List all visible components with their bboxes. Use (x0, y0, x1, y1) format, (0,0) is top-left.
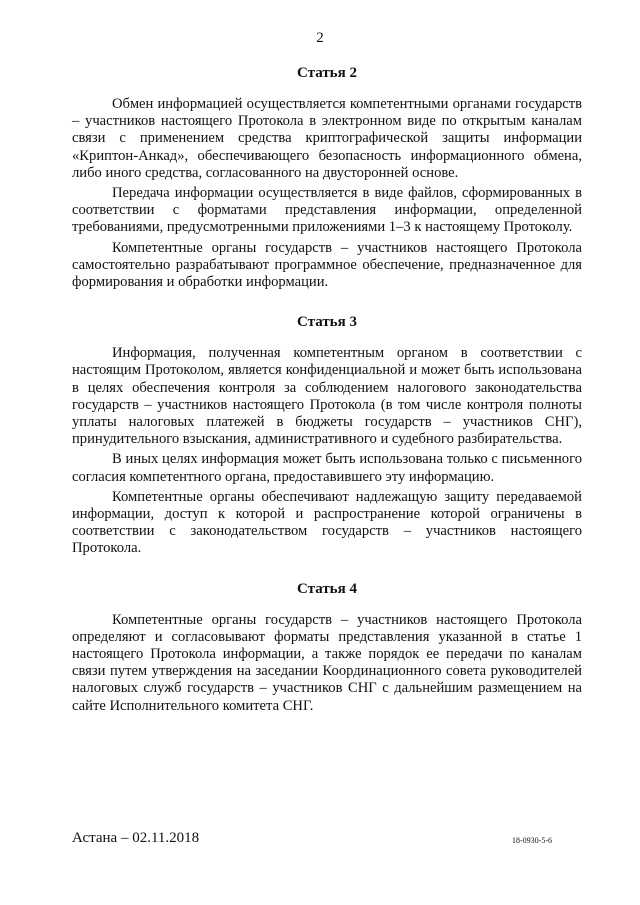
paragraph: Компетентные органы государств – участников настоящего Протокола определяют и согласовывают форматы представления указанной в статье 1 настоящего Протокола информации, а также порядок ее передачи по каналам связи путем утверждения на заседании Координационного совета руководителей налоговых служб государств – участников СНГ с дальнейшим размещением на сайте Исполнительного комитета СНГ. (72, 611, 582, 714)
footer-doc-code: 18-0930-5-6 (512, 836, 552, 845)
document-body (72, 64, 582, 737)
paragraph: Компетентные органы обеспечивают надлежащую защиту передаваемой информации, доступ к которой и распространение которой ограничены в соответствии с законодательством государств – участников настоящего Протокола. (72, 488, 582, 557)
article-4 (72, 580, 582, 715)
paragraph: Передача информации осуществляется в виде файлов, сформированных в соответствии с форматами представления информации, определенной требованиями, предусмотренными приложениями 1–3 к настоящему Протоколу. (72, 185, 582, 236)
page-number: 2 (316, 30, 324, 46)
paragraph: В иных целях информация может быть использована только с письменного согласия компетентного органа, предоставившего эту информацию. (72, 451, 582, 485)
paragraph: Информация, полученная компетентным органом в соответствии с настоящим Протоколом, является конфиденциальной и может быть использована в целях обеспечения контроля за соблюдением налогового законодательства государств – участников настоящего Протокола (в том числе контроля полноты уплаты налоговых платежей в бюджеты государств – участников СНГ), принудительного взыскания, административного и судебного разбирательства. (72, 345, 582, 448)
article-3 (72, 313, 582, 557)
paragraph: Компетентные органы государств – участников настоящего Протокола самостоятельно разрабатывают программное обеспечение, предназначенное для формирования и обработки информации. (72, 239, 582, 291)
article-heading: Статья 3 (297, 314, 357, 331)
paragraph: Обмен информацией осуществляется компетентными органами государств – участников настоящего Протокола в электронном виде по открытым каналам связи с применением средства криптографической защиты информации «Криптон-Анкад», обеспечивающего безопасность информационного обмена, либо иного средства, согласованного на двусторонней основе. (72, 96, 582, 181)
article-heading: Статья 4 (297, 580, 357, 597)
footer-place-date: Астана – 02.11.2018 (72, 830, 200, 846)
article-heading: Статья 2 (297, 65, 357, 81)
article-2 (72, 64, 582, 291)
